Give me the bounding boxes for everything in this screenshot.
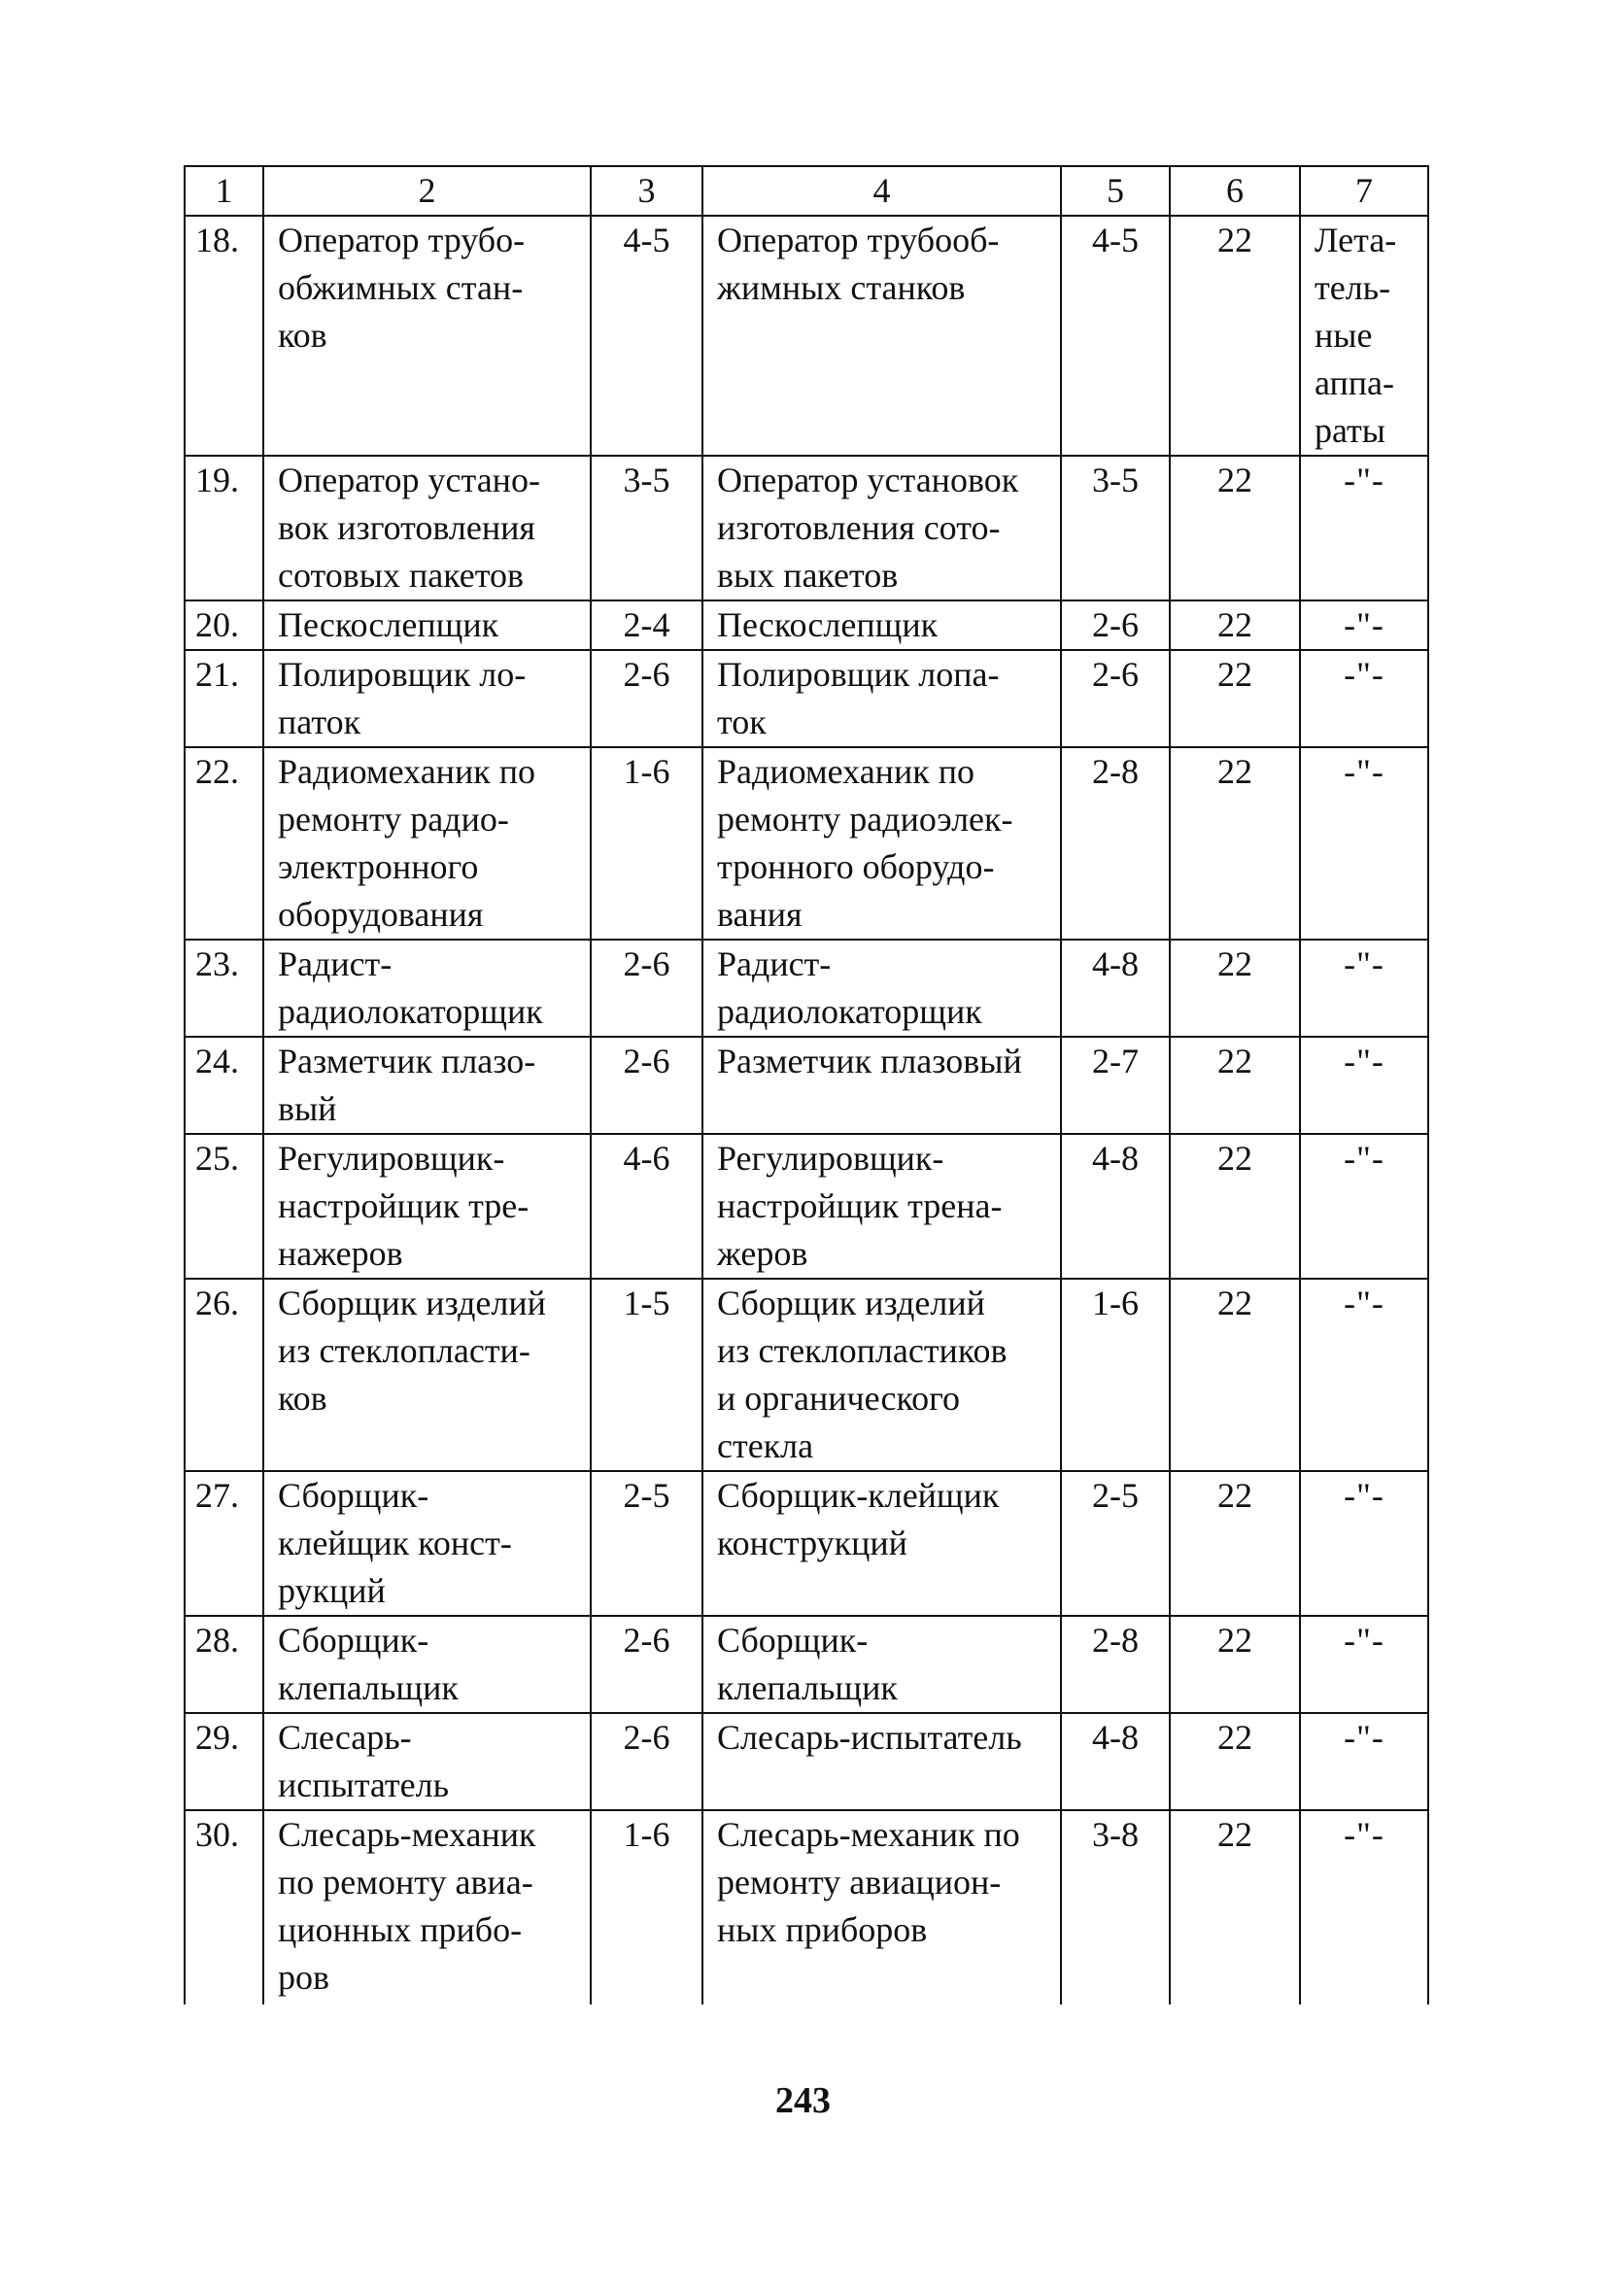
table-row [185,1713,1428,1810]
text-line: рукций [278,1571,386,1610]
text-line: ток [717,703,767,741]
new-profession-name-cell [702,747,1061,940]
table-row [185,747,1428,940]
text-line: ремонту радиоэлек- [717,800,1013,839]
header-col-3: 3 [591,166,702,216]
text-line: Радист- [278,944,393,983]
text-line: Пескослепщик [278,605,499,644]
table-body [185,216,1428,2005]
new-category-range-cell: 2-7 [1061,1037,1170,1134]
text-line: Лета- [1315,221,1397,259]
section-code-cell: 22 [1170,216,1300,456]
text-line: Разметчик плазо- [278,1042,536,1080]
new-category-range-cell: 4-8 [1061,1713,1170,1810]
text-line: ков [278,316,327,355]
ditto-mark-cell [1300,600,1428,650]
text-line: раты [1315,411,1385,450]
row-number-cell: 24. [185,1037,263,1134]
new-profession-name-cell [702,216,1061,456]
ditto-mark-cell [1300,1279,1428,1471]
text-line: ров [278,1958,329,1997]
header-col-5: 5 [1061,166,1170,216]
new-profession-name-cell [702,1279,1061,1471]
old-profession-name-cell [263,216,591,456]
new-profession-name-cell [702,1713,1061,1810]
text-line: Слесарь- [278,1718,412,1757]
old-profession-name-cell [263,940,591,1037]
new-profession-name-cell [702,1037,1061,1134]
text-line: -"- [1344,1042,1384,1080]
text-line: -"- [1344,1718,1384,1757]
table-row [185,1471,1428,1616]
old-profession-name-cell [263,1616,591,1713]
text-line: Слесарь-механик по [717,1815,1020,1854]
text-line: ремонту авиацион- [717,1863,1002,1902]
note-cell [1300,216,1428,456]
text-line: вый [278,1089,337,1128]
text-line: Оператор установок [717,461,1019,499]
old-category-range-cell: 4-6 [591,1134,702,1279]
section-code-cell: 22 [1170,1810,1300,2005]
old-category-range-cell: 1-5 [591,1279,702,1471]
header-row [185,166,1428,216]
ditto-mark-cell [1300,1134,1428,1279]
table-row [185,456,1428,600]
new-category-range-cell: 2-8 [1061,747,1170,940]
text-line: клейщик конст- [278,1524,512,1562]
old-profession-name-cell [263,1134,591,1279]
ditto-mark-cell [1300,1810,1428,2005]
header-col-6: 6 [1170,166,1300,216]
new-category-range-cell: 2-6 [1061,650,1170,747]
old-category-range-cell: 2-6 [591,1037,702,1134]
text-line: Регулировщик- [278,1139,505,1178]
new-category-range-cell: 3-5 [1061,456,1170,600]
ditto-mark-cell [1300,456,1428,600]
table-row [185,940,1428,1037]
table-header [185,166,1428,216]
header-col-1: 1 [185,166,263,216]
text-line: вания [717,895,803,934]
table-row [185,650,1428,747]
text-line: испытатель [278,1765,450,1804]
text-line: и органического [717,1379,961,1418]
old-category-range-cell: 2-6 [591,1713,702,1810]
text-line: радиолокаторщик [717,992,982,1031]
new-profession-name-cell [702,940,1061,1037]
text-line: клепальщик [717,1668,898,1707]
header-col-2: 2 [263,166,591,216]
section-code-cell: 22 [1170,650,1300,747]
text-line: Полировщик ло- [278,655,527,694]
text-line: клепальщик [278,1668,459,1707]
text-line: -"- [1344,655,1384,694]
text-line: Сборщик-клейщик [717,1476,1000,1515]
new-category-range-cell: 4-5 [1061,216,1170,456]
text-line: аппа- [1315,363,1395,402]
text-line: -"- [1344,461,1384,499]
text-line: настройщик трена- [717,1186,1003,1225]
text-line: -"- [1344,1139,1384,1178]
table-row [185,1037,1428,1134]
ditto-mark-cell [1300,1713,1428,1810]
section-code-cell: 22 [1170,600,1300,650]
table-row [185,1810,1428,2005]
professions-table [184,165,1429,2005]
ditto-mark-cell [1300,1037,1428,1134]
old-category-range-cell: 2-6 [591,650,702,747]
old-profession-name-cell [263,747,591,940]
text-line: -"- [1344,1621,1384,1660]
new-profession-name-cell [702,1471,1061,1616]
text-line: Разметчик плазовый [717,1042,1022,1080]
text-line: Полировщик лопа- [717,655,1000,694]
old-profession-name-cell [263,1471,591,1616]
text-line: Пескослепщик [717,605,939,644]
old-profession-name-cell [263,1713,591,1810]
new-category-range-cell: 2-6 [1061,600,1170,650]
text-line: нажеров [278,1234,403,1273]
text-line: Сборщик- [278,1621,429,1660]
table-row [185,216,1428,456]
section-code-cell: 22 [1170,940,1300,1037]
text-line: вых пакетов [717,556,899,595]
text-line: ремонту радио- [278,800,509,839]
row-number-cell: 18. [185,216,263,456]
text-line: изготовления сото- [717,508,1001,547]
row-number-cell: 22. [185,747,263,940]
text-line: Радиомеханик по [717,752,974,791]
old-category-range-cell: 1-6 [591,1810,702,2005]
section-code-cell: 22 [1170,747,1300,940]
section-code-cell: 22 [1170,1471,1300,1616]
new-category-range-cell: 2-8 [1061,1616,1170,1713]
header-col-4: 4 [702,166,1061,216]
text-line: ные [1315,316,1373,355]
text-line: конструкций [717,1524,907,1562]
new-category-range-cell: 3-8 [1061,1810,1170,2005]
new-profession-name-cell [702,600,1061,650]
text-line: жеров [717,1234,808,1273]
text-line: Сборщик изделий [717,1284,985,1322]
old-profession-name-cell [263,456,591,600]
text-line: радиолокаторщик [278,992,543,1031]
old-category-range-cell: 2-6 [591,940,702,1037]
text-line: Оператор трубооб- [717,221,1000,259]
text-line: -"- [1344,944,1384,983]
old-profession-name-cell [263,1279,591,1471]
table-row [185,1134,1428,1279]
ditto-mark-cell [1300,650,1428,747]
row-number-cell: 27. [185,1471,263,1616]
new-category-range-cell: 4-8 [1061,940,1170,1037]
old-profession-name-cell [263,1037,591,1134]
text-line: -"- [1344,1476,1384,1515]
text-line: ных приборов [717,1910,928,1949]
text-line: Слесарь-механик [278,1815,536,1854]
text-line: Сборщик- [717,1621,869,1660]
old-category-range-cell: 2-4 [591,600,702,650]
row-number-cell: 30. [185,1810,263,2005]
row-number-cell: 19. [185,456,263,600]
text-line: жимных станков [717,268,966,307]
table-row [185,600,1428,650]
table-row [185,1616,1428,1713]
row-number-cell: 29. [185,1713,263,1810]
text-line: обжимных стан- [278,268,524,307]
new-profession-name-cell [702,1134,1061,1279]
ditto-mark-cell [1300,747,1428,940]
ditto-mark-cell [1300,940,1428,1037]
new-category-range-cell: 2-5 [1061,1471,1170,1616]
row-number-cell: 26. [185,1279,263,1471]
text-line: Сборщик изделий [278,1284,546,1322]
ditto-mark-cell [1300,1616,1428,1713]
new-profession-name-cell [702,650,1061,747]
row-number-cell: 25. [185,1134,263,1279]
old-profession-name-cell [263,600,591,650]
new-category-range-cell: 1-6 [1061,1279,1170,1471]
text-line: Радиомеханик по [278,752,535,791]
old-category-range-cell: 1-6 [591,747,702,940]
text-line: тронного оборудо- [717,847,995,886]
section-code-cell: 22 [1170,1616,1300,1713]
old-profession-name-cell [263,650,591,747]
text-line: -"- [1344,1815,1384,1854]
text-line: Слесарь-испытатель [717,1718,1022,1757]
table-row [185,1279,1428,1471]
text-line: -"- [1344,605,1384,644]
text-line: из стеклопластиков [717,1331,1008,1370]
text-line: электронного [278,847,479,886]
text-line: Радист- [717,944,832,983]
text-line: стекла [717,1426,814,1465]
text-line: Оператор трубо- [278,221,526,259]
header-col-7: 7 [1300,166,1428,216]
text-line: по ремонту авиа- [278,1863,533,1902]
new-category-range-cell: 4-8 [1061,1134,1170,1279]
ditto-mark-cell [1300,1471,1428,1616]
old-category-range-cell: 2-6 [591,1616,702,1713]
new-profession-name-cell [702,1616,1061,1713]
section-code-cell: 22 [1170,1713,1300,1810]
text-line: ков [278,1379,327,1418]
text-line: вок изготовления [278,508,535,547]
old-category-range-cell: 2-5 [591,1471,702,1616]
text-line: Сборщик- [278,1476,429,1515]
section-code-cell: 22 [1170,1134,1300,1279]
row-number-cell: 23. [185,940,263,1037]
text-line: из стеклопласти- [278,1331,530,1370]
old-profession-name-cell [263,1810,591,2005]
text-line: -"- [1344,752,1384,791]
text-line: сотовых пакетов [278,556,525,595]
old-category-range-cell: 4-5 [591,216,702,456]
text-line: настройщик тре- [278,1186,530,1225]
text-line: ционных прибо- [278,1910,523,1949]
row-number-cell: 20. [185,600,263,650]
new-profession-name-cell [702,456,1061,600]
section-code-cell: 22 [1170,1279,1300,1471]
text-line: Оператор устано- [278,461,540,499]
text-line: оборудования [278,895,484,934]
section-code-cell: 22 [1170,1037,1300,1134]
old-category-range-cell: 3-5 [591,456,702,600]
section-code-cell: 22 [1170,456,1300,600]
row-number-cell: 28. [185,1616,263,1713]
new-profession-name-cell [702,1810,1061,2005]
text-line: -"- [1344,1284,1384,1322]
text-line: тель- [1315,268,1391,307]
page-number: 243 [775,2080,831,2121]
text-line: Регулировщик- [717,1139,944,1178]
text-line: паток [278,703,361,741]
row-number-cell: 21. [185,650,263,747]
